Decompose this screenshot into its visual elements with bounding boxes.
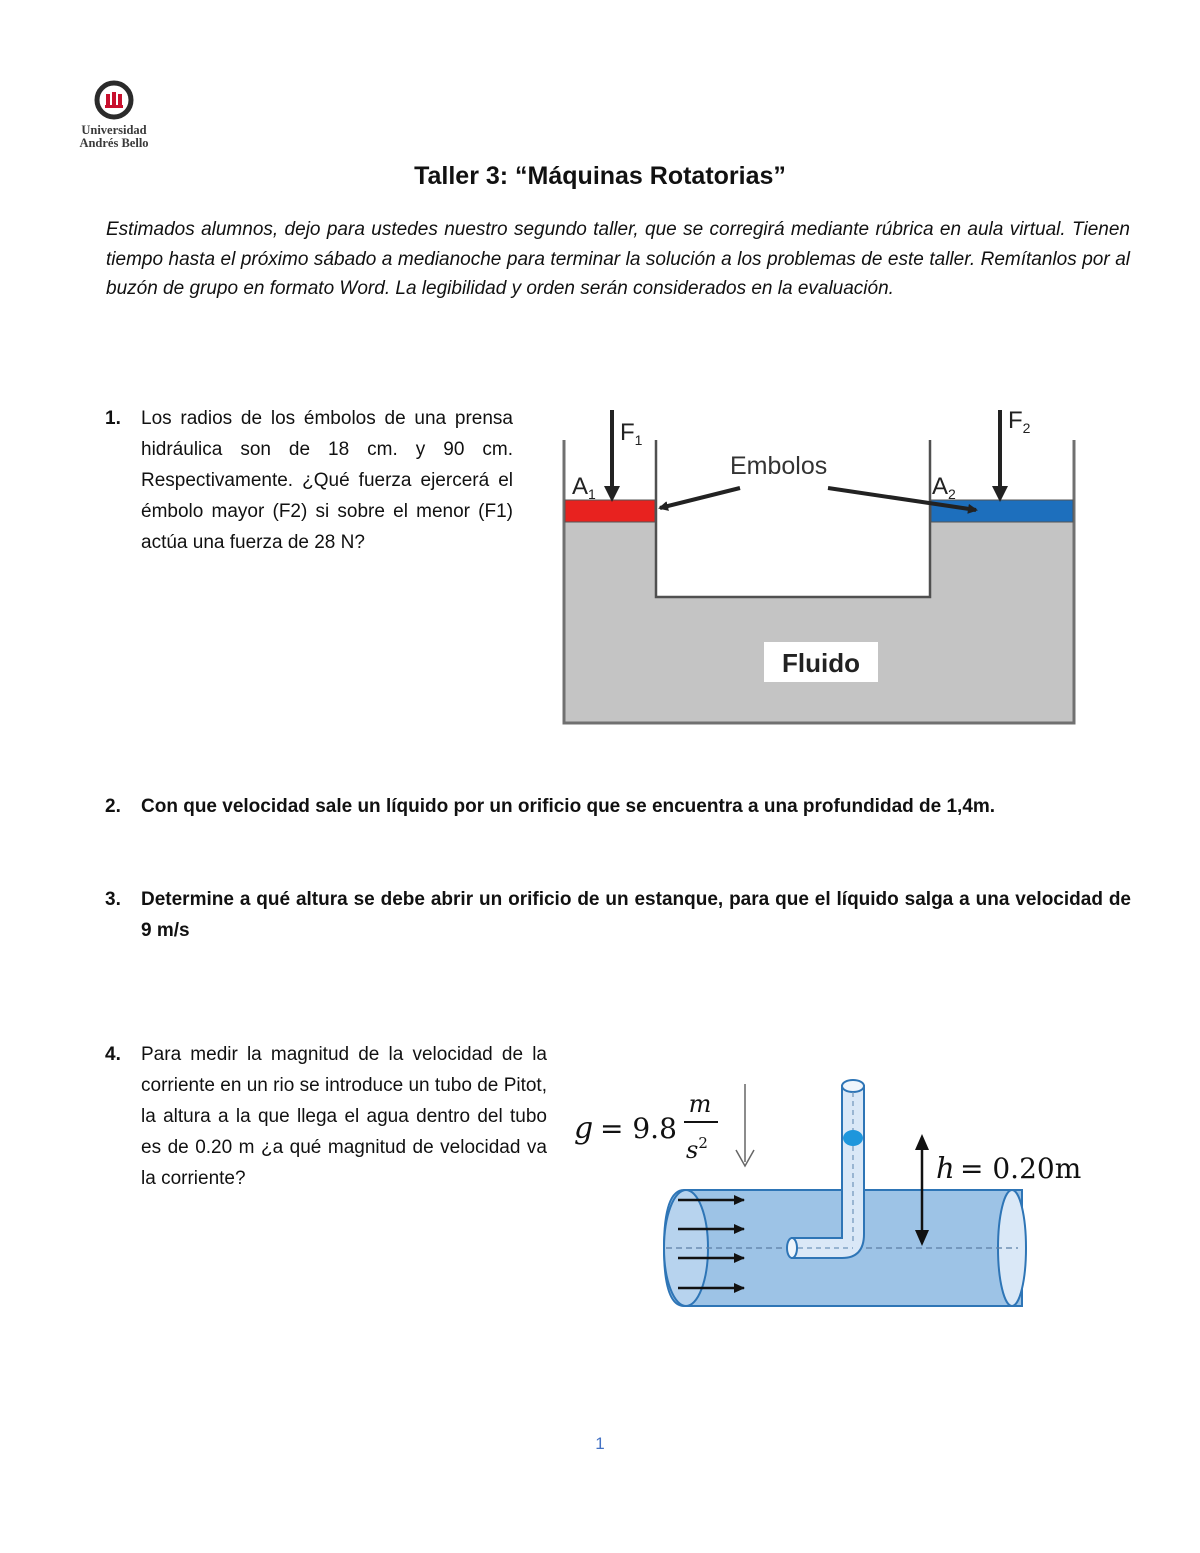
question-text: Determine a qué altura se debe abrir un orificio de un estanque, para que el líquido salga a una velocidad de 9 m/s bbox=[141, 889, 1131, 941]
question-number: 3. bbox=[105, 889, 121, 910]
small-piston bbox=[565, 500, 655, 522]
water-level-drop bbox=[843, 1130, 863, 1146]
question-text: Para medir la magnitud de la velocidad de la corriente en un rio se introduce un tubo de Pitot, la altura a la que llega el agua dentro del tubo es de 0.20 m ¿a qué magnitud de velocidad va la corriente? bbox=[141, 1044, 547, 1189]
f2-label: $F_2$ bbox=[1008, 407, 1031, 436]
question-text: Con que velocidad sale un líquido por un orificio que se encuentra a una profundidad de 1,4m. bbox=[141, 796, 996, 817]
logo-line-1: Universidad bbox=[81, 123, 147, 137]
university-logo bbox=[74, 76, 154, 156]
h-value: = 0.20m bbox=[960, 1152, 1082, 1185]
g-equation: = 9.8 bbox=[600, 1112, 677, 1145]
pitot-tube-opening bbox=[787, 1238, 797, 1258]
question-number: 1. bbox=[105, 408, 121, 429]
pitot-tube-diagram bbox=[566, 1074, 1096, 1314]
fluid-body bbox=[564, 520, 1074, 723]
fluid-label: Fluido bbox=[782, 648, 860, 678]
question-3 bbox=[105, 884, 1131, 946]
g-unit-numerator: m bbox=[688, 1090, 712, 1118]
large-piston bbox=[931, 500, 1073, 522]
f1-label: $F_1$ bbox=[620, 419, 643, 448]
logo-line-2: Andrés Bello bbox=[79, 136, 149, 150]
question-1 bbox=[105, 403, 513, 558]
question-2 bbox=[105, 791, 1131, 822]
embolos-label: Embolos bbox=[730, 452, 828, 480]
question-number: 2. bbox=[105, 796, 121, 817]
a2-label: $A_2$ bbox=[932, 473, 956, 502]
g-symbol: g bbox=[574, 1111, 594, 1146]
question-4 bbox=[105, 1039, 547, 1194]
hydraulic-press-diagram bbox=[556, 400, 1082, 730]
a1-label: $A_1$ bbox=[572, 473, 596, 502]
pitot-tube-top bbox=[842, 1080, 864, 1092]
university-seal-icon bbox=[74, 76, 154, 126]
h-symbol: h bbox=[936, 1151, 955, 1185]
question-number: 4. bbox=[105, 1044, 121, 1065]
intro-paragraph: Estimados alumnos, dejo para ustedes nuestro segundo taller, que se corregirá mediante rúbrica en aula virtual. Tienen tiempo hasta el próximo sábado a medianoche para terminar la solución a los problemas de este taller. Remítanlos por al buzón de grupo en formato Word. La legibilidad y orden serán considerados en la evaluación. bbox=[106, 219, 1130, 299]
question-text: Los radios de los émbolos de una prensa hidráulica son de 18 cm. y 90 cm. Respectivamente. ¿Qué fuerza ejercerá el émbolo mayor (F2) si sobre el menor (F1) actúa una fuerza de 28 N? bbox=[141, 408, 513, 553]
g-unit-denominator: $s^2$ bbox=[686, 1134, 708, 1164]
page-number: 1 bbox=[595, 1434, 605, 1453]
page-title: Taller 3: “Máquinas Rotatorias” bbox=[414, 162, 786, 190]
pointer-to-small-piston bbox=[660, 488, 740, 508]
